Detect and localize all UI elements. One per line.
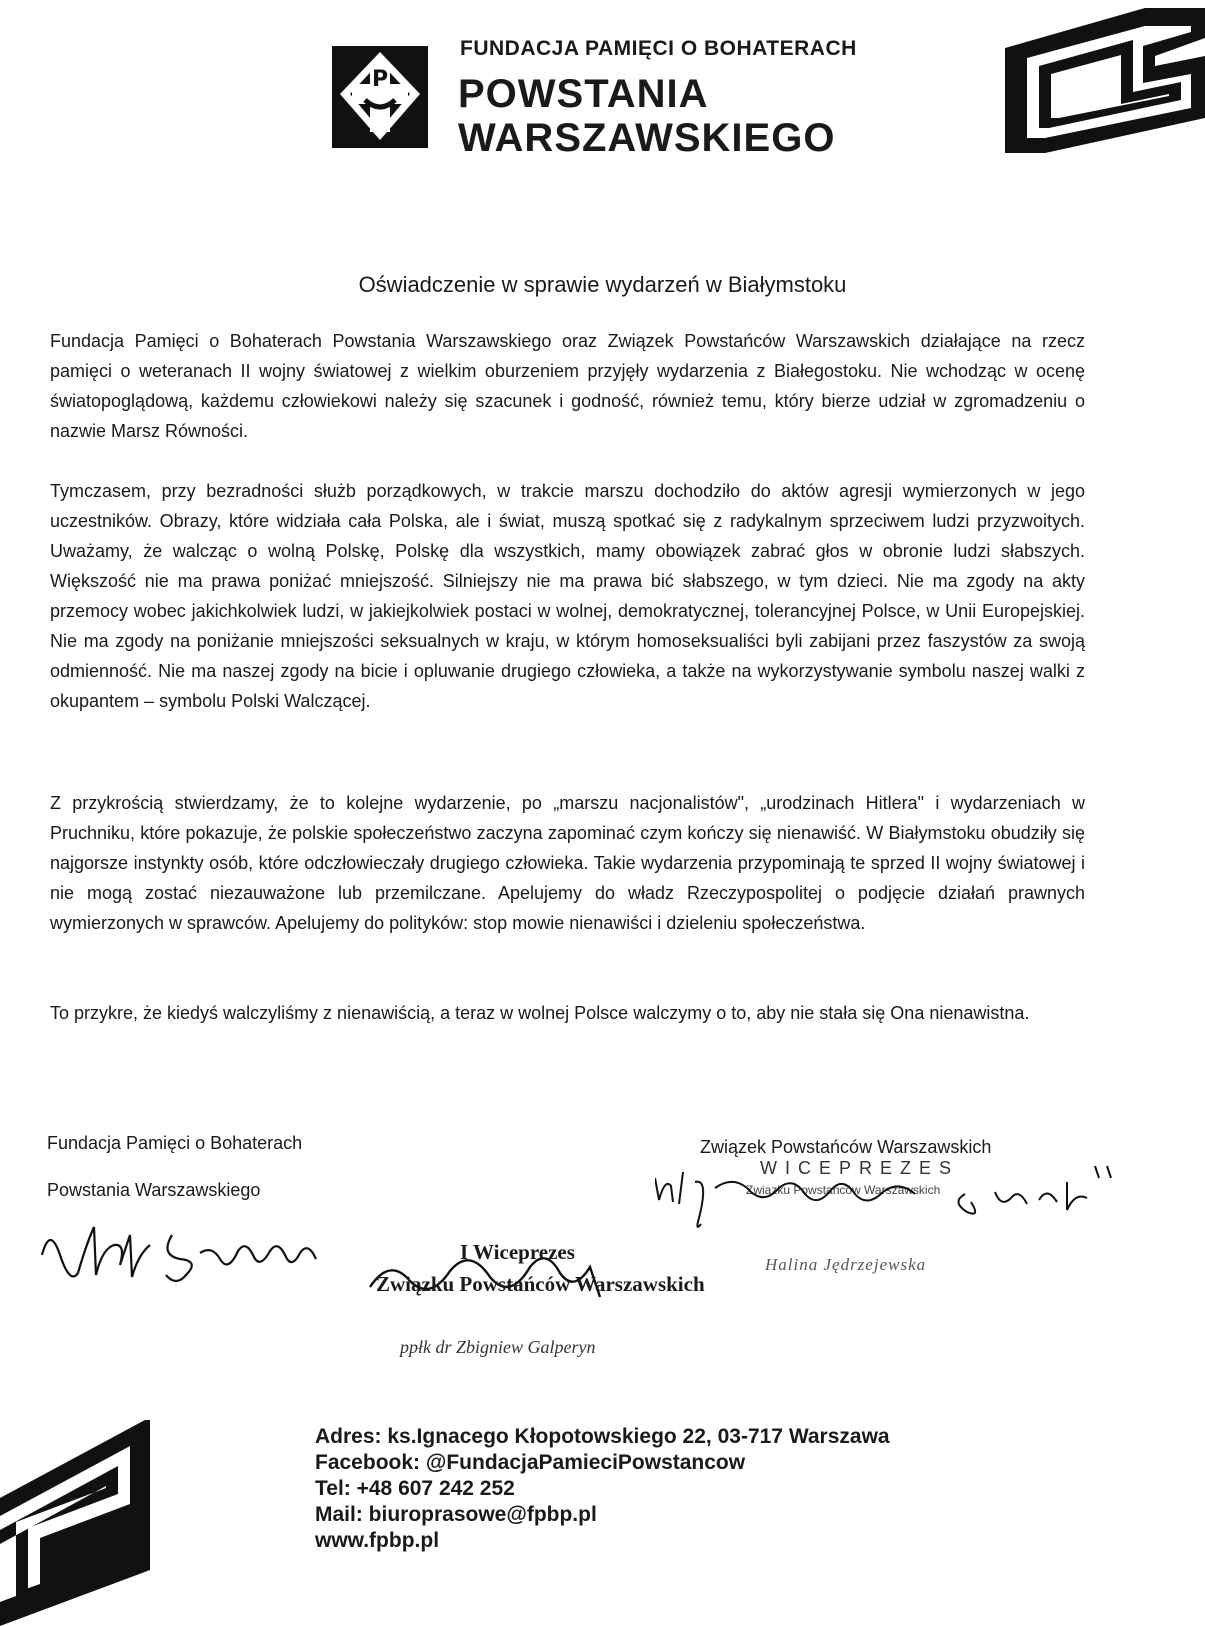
- signatory-left-line2: Powstania Warszawskiego: [47, 1180, 261, 1200]
- handwritten-signature-left: [30, 1215, 330, 1295]
- handwritten-signature-right: [655, 1158, 1115, 1238]
- org-name-top: FUNDACJA PAMIĘCI O BOHATERACH: [460, 37, 857, 60]
- org-name-line3: WARSZAWSKIEGO: [458, 116, 836, 160]
- paragraph-2: Tymczasem, przy bezradności służb porządkowych, w trakcie marszu dochodziło do aktów agresji wymierzonych w jego uczestników. Obrazy, które widziała cała Polska, ale i świat, muszą spotkać się z radykalnym sprzeciwem ludzi przyzwoitych. Uważamy, że walcząc o wolną Polskę, Polskę dla wszystkich, mamy obowiązek zabrać głos w obronie ludzi słabszych. Większość nie ma prawa poniżać mniejszość. Silniejszy nie ma prawa bić słabszego, w tym dzieci. Nie ma zgody na akty przemocy wobec jakichkolwiek ludzi, w jakiejkolwiek postaci w wolnej, demokratycznej, tolerancyjnej Polsce, w Unii Europejskiej. Nie ma zgody na poniżanie mniejszości seksualnych w kraju, w którym homoseksualiści byli zabijani przez faszystów za swoją odmienność. Nie ma naszej zgody na bicie i opluwanie drugiego człowieka, a także na wykorzystywanie symbolu naszej walki z okupantem – symbolu Polski Walczącej.: [50, 481, 1085, 711]
- document-title: Oświadczenie w sprawie wydarzeń w Białymstoku: [358, 272, 847, 297]
- org-name-line2: POWSTANIA: [458, 72, 709, 116]
- stamp-right-title: WICEPREZES: [760, 1158, 960, 1178]
- stamp-center-title: I Wiceprezes: [460, 1240, 575, 1264]
- contact-address: Adres: ks.Ignacego Kłopotowskiego 22, 03-717 Warszawa: [315, 1425, 890, 1448]
- contact-email[interactable]: Mail: biuroprasowe@fpbp.pl: [315, 1503, 597, 1526]
- paragraph-4: To przykre, że kiedyś walczyliśmy z nienawiścią, a teraz w wolnej Polsce walczymy o to, aby nie stała się Ona nienawistna.: [50, 1003, 1030, 1023]
- signatory-right-line1: Związek Powstańców Warszawskich: [700, 1137, 992, 1157]
- contact-website-link[interactable]: www.fpbp.pl: [315, 1529, 440, 1552]
- stamp-right-name: Halina Jędrzejewska: [765, 1255, 927, 1274]
- svg-text:P: P: [371, 67, 389, 92]
- signatory-left-line1: Fundacja Pamięci o Bohaterach: [47, 1133, 303, 1153]
- foundation-logo-emblem: [330, 44, 430, 150]
- corner-decoration-bottom-left: [0, 1420, 150, 1626]
- paragraph-3: Z przykrością stwierdzamy, że to kolejne wydarzenie, po „marszu nacjonalistów", „urodzinach Hitlera" i wydarzeniach w Pruchniku, które pokazuje, że polskie społeczeństwo zaczyna zapominać czym kończy się nienawiść. W Białymstoku obudziły się najgorsze instynkty osób, które odczłowieczały drugiego człowieka. Takie wydarzenia przypominają te sprzed II wojny światowej i nie mogą zostać niezauważone lub przemilczane. Apelujemy do władz Rzeczypospolitej o podjęcie działań prawnych wymierzonych w sprawców. Apelujemy do polityków: stop mowie nienawiści i dzieleniu społeczeństwa.: [50, 793, 1085, 933]
- stamp-center-organization: Związku Powstańców Warszawskich: [376, 1272, 705, 1296]
- corner-decoration-top-right: [1005, 8, 1205, 153]
- paragraph-1: Fundacja Pamięci o Bohaterach Powstania Warszawskiego oraz Związek Powstańców Warszawskich działające na rzecz pamięci o weteranach II wojny światowej z wielkim oburzeniem przyjęły wydarzenia z Białegostoku. Nie wchodząc w ocenę światopoglądową, każdemu człowiekowi należy się szacunek i godność, również temu, który bierze udział w zgromadzeniu o nazwie Marsz Równości.: [50, 331, 1085, 441]
- contact-phone[interactable]: Tel: +48 607 242 252: [315, 1477, 515, 1500]
- stamp-right-subtitle: Związku Powstańców Warszawskich: [746, 1183, 941, 1197]
- stamp-center-name: ppłk dr Zbigniew Galperyn: [400, 1337, 596, 1357]
- contact-facebook[interactable]: Facebook: @FundacjaPamieciPowstancow: [315, 1451, 746, 1474]
